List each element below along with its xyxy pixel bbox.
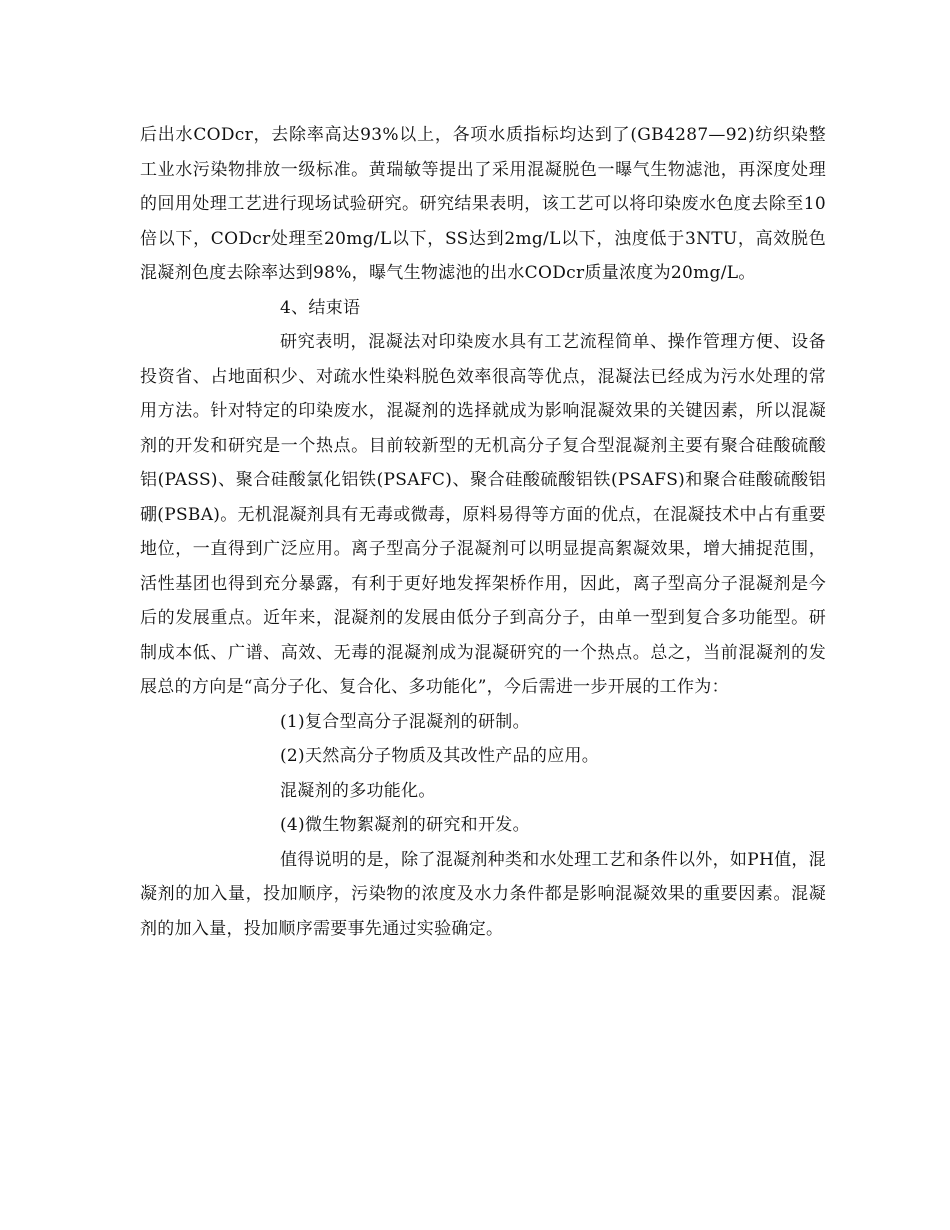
list-item-natural-polymer: (2)天然高分子物质及其改性产品的应用。: [280, 746, 600, 766]
section-heading-conclusion: 4、结束语: [280, 297, 361, 318]
paragraph-influencing-factors: 值得说明的是，除了混凝剂种类和水处理工艺和条件以外，如PH值，混凝剂的加入量，投加顺序，污染物的浓度及水力条件都是影响混凝效果的重要因素。混凝剂的加入量，投加顺序需要事先通过实验确定。: [140, 849, 826, 939]
document-body: [140, 118, 826, 946]
paragraph-treatment-results: 后出水CODcr，去除率高达93%以上，各项水质指标均达到了(GB4287—92)纺织染整工业水污染物排放一级标准。黄瑞敏等提出了采用混凝脱色一曝气生物滤池，再深度处理的回用处理工艺进行现场试验研究。研究结果表明，该工艺可以将印染废水色度去除至10倍以下，CODcr处理至20mg/L以下，SS达到2mg/L以下，浊度低于3NTU，高效脱色混凝剂色度去除率达到98%，曝气生物滤池的出水CODcr质量浓度为20mg/L。: [140, 125, 826, 283]
list-item-composite-polymer: (1)复合型高分子混凝剂的研制。: [280, 711, 530, 732]
list-item-microbial-flocculant: (4)微生物絮凝剂的研究和开发。: [280, 815, 530, 835]
paragraph-research-summary: 研究表明，混凝法对印染废水具有工艺流程简单、操作管理方便、设备投资省、占地面积少、对疏水性染料脱色效率很高等优点，混凝法已经成为污水处理的常用方法。针对特定的印染废水，混凝剂的选择就成为影响混凝效果的关键因素，所以混凝剂的开发和研究是一个热点。目前较新型的无机高分子复合型混凝剂主要有聚合硅酸硫酸铝(PASS)、聚合硅酸氯化铝铁(PSAFC)、聚合硅酸硫酸铝铁(PSAFS)和聚合硅酸硫酸铝硼(PSBA)。无机混凝剂具有无毒或微毒，原料易得等方面的优点，在混凝技术中占有重要地位，一直得到广泛应用。离子型高分子混凝剂可以明显提高絮凝效果，增大捕捉范围，活性基团也得到充分暴露，有利于更好地发挥架桥作用，因此，离子型高分子混凝剂是今后的发展重点。近年来，混凝剂的发展由低分子到高分子，由单一型到复合多功能型。研制成本低、广谱、高效、无毒的混凝剂成为混凝研究的一个热点。总之，当前混凝剂的发展总的方向是“高分子化、复合化、多功能化”，今后需进一步开展的工作为：: [140, 332, 826, 697]
list-item-multifunction: 混凝剂的多功能化。: [280, 780, 436, 801]
